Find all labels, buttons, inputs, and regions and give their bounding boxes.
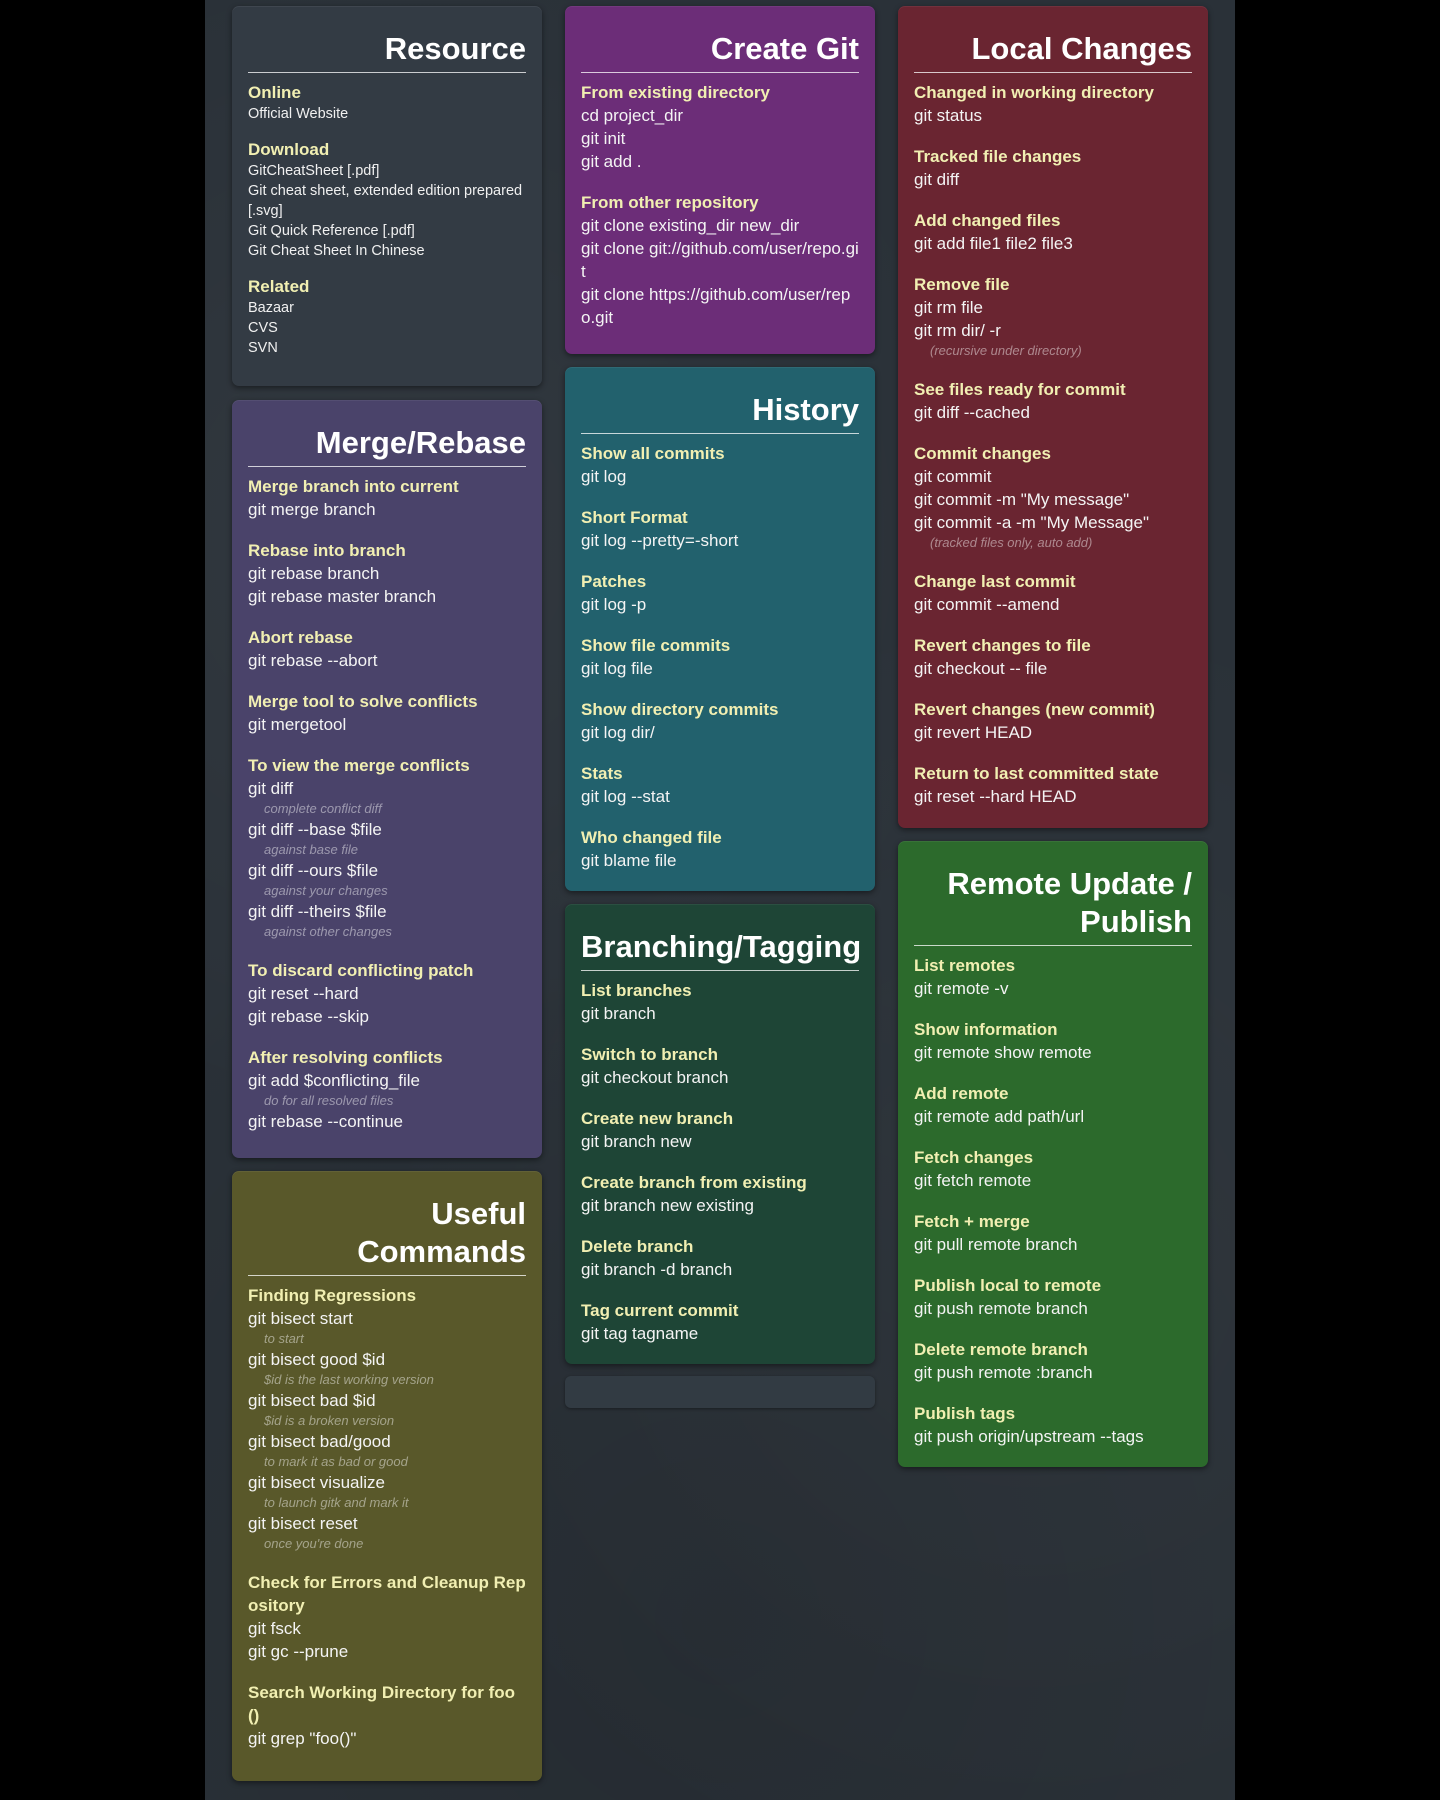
history-sections bbox=[581, 442, 859, 872]
section-heading: Finding Regressions bbox=[248, 1286, 417, 1305]
remote-update-sections bbox=[914, 954, 1192, 1448]
command-line: git log bbox=[581, 467, 627, 486]
history-card bbox=[565, 367, 875, 891]
command-note: against base file bbox=[264, 842, 358, 857]
section-heading: Switch to branch bbox=[581, 1045, 718, 1064]
section-heading: Remove file bbox=[914, 275, 1010, 294]
resource-link[interactable]: Git Cheat Sheet In Chinese bbox=[248, 243, 425, 259]
section-heading: Search Working Directory for foo() bbox=[248, 1683, 516, 1725]
command-line: git bisect bad $id bbox=[248, 1391, 376, 1410]
useful-commands-sections bbox=[248, 1284, 526, 1750]
section-heading: Fetch changes bbox=[914, 1148, 1034, 1167]
command-line: git checkout branch bbox=[581, 1068, 729, 1087]
section-heading: Rebase into branch bbox=[248, 541, 406, 560]
command-line: git add . bbox=[581, 152, 642, 171]
command-line: git log --stat bbox=[581, 787, 670, 806]
command-line: git status bbox=[914, 106, 983, 125]
command-section bbox=[581, 762, 859, 808]
command-line: git branch new bbox=[581, 1132, 692, 1151]
command-section bbox=[914, 1082, 1192, 1128]
command-line: git add file1 file2 file3 bbox=[914, 234, 1073, 253]
command-section bbox=[914, 442, 1192, 552]
create-git-sections bbox=[581, 81, 859, 329]
command-line: git bisect good $id bbox=[248, 1350, 386, 1369]
command-line: git commit --amend bbox=[914, 595, 1060, 614]
resource-title: Resource bbox=[248, 16, 526, 73]
command-note: (tracked files only, auto add) bbox=[930, 535, 1093, 550]
command-section bbox=[581, 698, 859, 744]
branching-card bbox=[565, 904, 875, 1364]
command-line: git diff --theirs $file bbox=[248, 902, 387, 921]
resource-link[interactable]: Git Quick Reference [.pdf] bbox=[248, 223, 415, 239]
command-section bbox=[914, 273, 1192, 360]
section-heading: Show directory commits bbox=[581, 700, 779, 719]
remote-title-line-2: Publish bbox=[1080, 904, 1192, 939]
section-heading: Who changed file bbox=[581, 828, 722, 847]
command-section bbox=[248, 626, 526, 672]
command-note: do for all resolved files bbox=[264, 1093, 394, 1108]
command-note: to start bbox=[264, 1331, 304, 1346]
command-section bbox=[914, 1338, 1192, 1384]
command-section bbox=[914, 378, 1192, 424]
section-heading: Revert changes to file bbox=[914, 636, 1091, 655]
command-section bbox=[581, 1299, 859, 1345]
command-line: git diff --cached bbox=[914, 403, 1030, 422]
remote-update-card bbox=[898, 841, 1208, 1467]
section-heading: Show all commits bbox=[581, 444, 725, 463]
command-line: git fetch remote bbox=[914, 1171, 1032, 1190]
command-section bbox=[581, 81, 859, 173]
command-line: git checkout -- file bbox=[914, 659, 1048, 678]
command-section bbox=[248, 475, 526, 521]
history-title: History bbox=[581, 377, 859, 434]
command-line: git branch new existing bbox=[581, 1196, 754, 1215]
command-section bbox=[914, 698, 1192, 744]
command-line: git commit bbox=[914, 467, 992, 486]
command-line: git bisect start bbox=[248, 1309, 353, 1328]
section-heading: To discard conflicting patch bbox=[248, 961, 474, 980]
command-line: git log -p bbox=[581, 595, 647, 614]
command-line: git merge branch bbox=[248, 500, 376, 519]
branching-title: Branching/Tagging bbox=[581, 914, 859, 971]
command-section bbox=[581, 1171, 859, 1217]
command-line: git push remote branch bbox=[914, 1299, 1088, 1318]
resource-link[interactable]: SVN bbox=[248, 340, 278, 356]
command-line: git bisect bad/good bbox=[248, 1432, 391, 1451]
command-line: git bisect reset bbox=[248, 1514, 358, 1533]
section-heading: Tag current commit bbox=[581, 1301, 739, 1320]
command-section bbox=[914, 145, 1192, 191]
useful-title-line-1: Useful bbox=[431, 1196, 526, 1231]
command-line: git add $conflicting_file bbox=[248, 1071, 421, 1090]
command-line: git rebase master branch bbox=[248, 587, 437, 606]
command-note: to mark it as bad or good bbox=[264, 1454, 408, 1469]
section-heading: Changed in working directory bbox=[914, 83, 1154, 102]
command-note: against other changes bbox=[264, 924, 392, 939]
command-section bbox=[914, 1274, 1192, 1320]
command-section bbox=[581, 442, 859, 488]
command-note: once you're done bbox=[264, 1536, 364, 1551]
command-line: git clone git://github.com/user/repo.git bbox=[581, 239, 859, 281]
section-heading: From other repository bbox=[581, 193, 759, 212]
command-section bbox=[581, 634, 859, 680]
download-heading: Download bbox=[248, 140, 330, 159]
command-line: git rm dir/ -r bbox=[914, 321, 1001, 340]
command-note: to launch gitk and mark it bbox=[264, 1495, 409, 1510]
command-line: git branch bbox=[581, 1004, 656, 1023]
section-heading: Add remote bbox=[914, 1084, 1009, 1103]
command-line: git diff bbox=[914, 170, 960, 189]
command-line: git diff bbox=[248, 779, 294, 798]
command-section bbox=[914, 1018, 1192, 1064]
resource-link[interactable]: Official Website bbox=[248, 106, 349, 122]
command-line: git mergetool bbox=[248, 715, 347, 734]
command-note: $id is the last working version bbox=[264, 1372, 434, 1387]
command-section bbox=[248, 1284, 526, 1553]
merge-rebase-sections bbox=[248, 475, 526, 1133]
section-heading: Create branch from existing bbox=[581, 1173, 807, 1192]
command-section bbox=[248, 1571, 526, 1663]
command-line: git remote add path/url bbox=[914, 1107, 1085, 1126]
command-line: git log file bbox=[581, 659, 653, 678]
command-section bbox=[581, 1235, 859, 1281]
section-heading: To view the merge conflicts bbox=[248, 756, 470, 775]
online-list bbox=[248, 104, 526, 124]
section-heading: Patches bbox=[581, 572, 647, 591]
section-heading: Stats bbox=[581, 764, 623, 783]
command-note: $id is a broken version bbox=[264, 1413, 395, 1428]
related-heading: Related bbox=[248, 277, 310, 296]
section-heading: Show information bbox=[914, 1020, 1058, 1039]
command-line: git gc --prune bbox=[248, 1642, 349, 1661]
section-heading: List remotes bbox=[914, 956, 1016, 975]
command-line: git fsck bbox=[248, 1619, 301, 1638]
section-heading: From existing directory bbox=[581, 83, 770, 102]
section-heading: Revert changes (new commit) bbox=[914, 700, 1155, 719]
command-line: git remote -v bbox=[914, 979, 1009, 998]
resource-link[interactable]: CVS bbox=[248, 320, 278, 336]
branching-sections bbox=[581, 979, 859, 1345]
remote-update-title bbox=[914, 851, 1192, 946]
create-git-title: Create Git bbox=[581, 16, 859, 73]
command-line: git reset --hard bbox=[248, 984, 359, 1003]
command-line: git clone https://github.com/user/repo.git bbox=[581, 285, 851, 327]
command-section bbox=[914, 954, 1192, 1000]
useful-title-line-2: Commands bbox=[357, 1234, 526, 1269]
command-line: git branch -d branch bbox=[581, 1260, 733, 1279]
online-heading: Online bbox=[248, 83, 301, 102]
command-section bbox=[914, 1210, 1192, 1256]
section-heading: Change last commit bbox=[914, 572, 1076, 591]
section-heading: List branches bbox=[581, 981, 692, 1000]
command-line: git remote show remote bbox=[914, 1043, 1092, 1062]
section-heading: Commit changes bbox=[914, 444, 1051, 463]
command-line: git revert HEAD bbox=[914, 723, 1033, 742]
section-heading: Merge tool to solve conflicts bbox=[248, 692, 478, 711]
remote-title-line-1: Remote Update / bbox=[947, 866, 1192, 901]
section-heading: Show file commits bbox=[581, 636, 731, 655]
command-section bbox=[248, 1046, 526, 1133]
resource-link[interactable]: Git cheat sheet, extended edition prepared [.svg] bbox=[248, 183, 523, 219]
resource-card bbox=[232, 6, 542, 386]
section-heading: Short Format bbox=[581, 508, 688, 527]
merge-rebase-card bbox=[232, 400, 542, 1158]
command-line: git grep "foo()" bbox=[248, 1729, 357, 1748]
resource-link[interactable]: GitCheatSheet [.pdf] bbox=[248, 163, 380, 179]
command-section bbox=[581, 1043, 859, 1089]
command-section bbox=[914, 81, 1192, 127]
command-line: git diff --ours $file bbox=[248, 861, 379, 880]
command-line: git diff --base $file bbox=[248, 820, 382, 839]
command-section bbox=[914, 1146, 1192, 1192]
command-line: git rebase --skip bbox=[248, 1007, 369, 1026]
command-section bbox=[581, 1107, 859, 1153]
command-line: git push origin/upstream --tags bbox=[914, 1427, 1144, 1446]
command-section bbox=[581, 191, 859, 329]
resource-link[interactable]: Bazaar bbox=[248, 300, 294, 316]
command-section bbox=[248, 959, 526, 1028]
command-line: git blame file bbox=[581, 851, 677, 870]
command-section bbox=[581, 570, 859, 616]
command-section bbox=[914, 570, 1192, 616]
download-list bbox=[248, 161, 526, 261]
empty-card-stub bbox=[565, 1376, 875, 1408]
section-heading: Fetch + merge bbox=[914, 1212, 1030, 1231]
local-changes-card bbox=[898, 6, 1208, 828]
command-section bbox=[914, 634, 1192, 680]
section-heading: Merge branch into current bbox=[248, 477, 459, 496]
command-line: git rebase --continue bbox=[248, 1112, 403, 1131]
command-line: git commit -m "My message" bbox=[914, 490, 1130, 509]
command-section bbox=[581, 979, 859, 1025]
useful-commands-title bbox=[248, 1181, 526, 1276]
command-line: git log --pretty=-short bbox=[581, 531, 739, 550]
download-section bbox=[248, 138, 526, 261]
useful-commands-card bbox=[232, 1171, 542, 1781]
section-heading: See files ready for commit bbox=[914, 380, 1126, 399]
local-changes-title: Local Changes bbox=[914, 16, 1192, 73]
related-list bbox=[248, 298, 526, 358]
command-section bbox=[248, 754, 526, 941]
section-heading: Delete remote branch bbox=[914, 1340, 1088, 1359]
command-line: cd project_dir bbox=[581, 106, 684, 125]
section-heading: Publish local to remote bbox=[914, 1276, 1102, 1295]
command-line: git rebase --abort bbox=[248, 651, 378, 670]
command-line: git push remote :branch bbox=[914, 1363, 1093, 1382]
section-heading: Check for Errors and Cleanup Repository bbox=[248, 1573, 526, 1615]
create-git-card bbox=[565, 6, 875, 354]
section-heading: Delete branch bbox=[581, 1237, 694, 1256]
command-section bbox=[914, 1402, 1192, 1448]
command-line: git commit -a -m "My Message" bbox=[914, 513, 1149, 532]
command-note: against your changes bbox=[264, 883, 388, 898]
command-line: git rm file bbox=[914, 298, 983, 317]
command-line: git bisect visualize bbox=[248, 1473, 386, 1492]
command-section bbox=[248, 539, 526, 608]
command-section bbox=[914, 209, 1192, 255]
command-note: (recursive under directory) bbox=[930, 343, 1082, 358]
command-line: git rebase branch bbox=[248, 564, 380, 583]
local-changes-sections bbox=[914, 81, 1192, 808]
online-section bbox=[248, 81, 526, 124]
command-section bbox=[581, 506, 859, 552]
command-section bbox=[914, 762, 1192, 808]
command-note: complete conflict diff bbox=[264, 801, 382, 816]
merge-rebase-title: Merge/Rebase bbox=[248, 410, 526, 467]
command-line: git init bbox=[581, 129, 626, 148]
section-heading: Create new branch bbox=[581, 1109, 734, 1128]
command-line: git pull remote branch bbox=[914, 1235, 1078, 1254]
cheat-sheet-canvas bbox=[205, 0, 1235, 1800]
section-heading: After resolving conflicts bbox=[248, 1048, 443, 1067]
section-heading: Publish tags bbox=[914, 1404, 1016, 1423]
command-line: git tag tagname bbox=[581, 1324, 699, 1343]
command-line: git log dir/ bbox=[581, 723, 655, 742]
command-section bbox=[248, 1681, 526, 1750]
section-heading: Return to last committed state bbox=[914, 764, 1159, 783]
command-line: git clone existing_dir new_dir bbox=[581, 216, 800, 235]
section-heading: Add changed files bbox=[914, 211, 1061, 230]
command-section bbox=[248, 690, 526, 736]
section-heading: Abort rebase bbox=[248, 628, 353, 647]
command-line: git reset --hard HEAD bbox=[914, 787, 1077, 806]
command-section bbox=[581, 826, 859, 872]
related-section bbox=[248, 275, 526, 358]
section-heading: Tracked file changes bbox=[914, 147, 1082, 166]
